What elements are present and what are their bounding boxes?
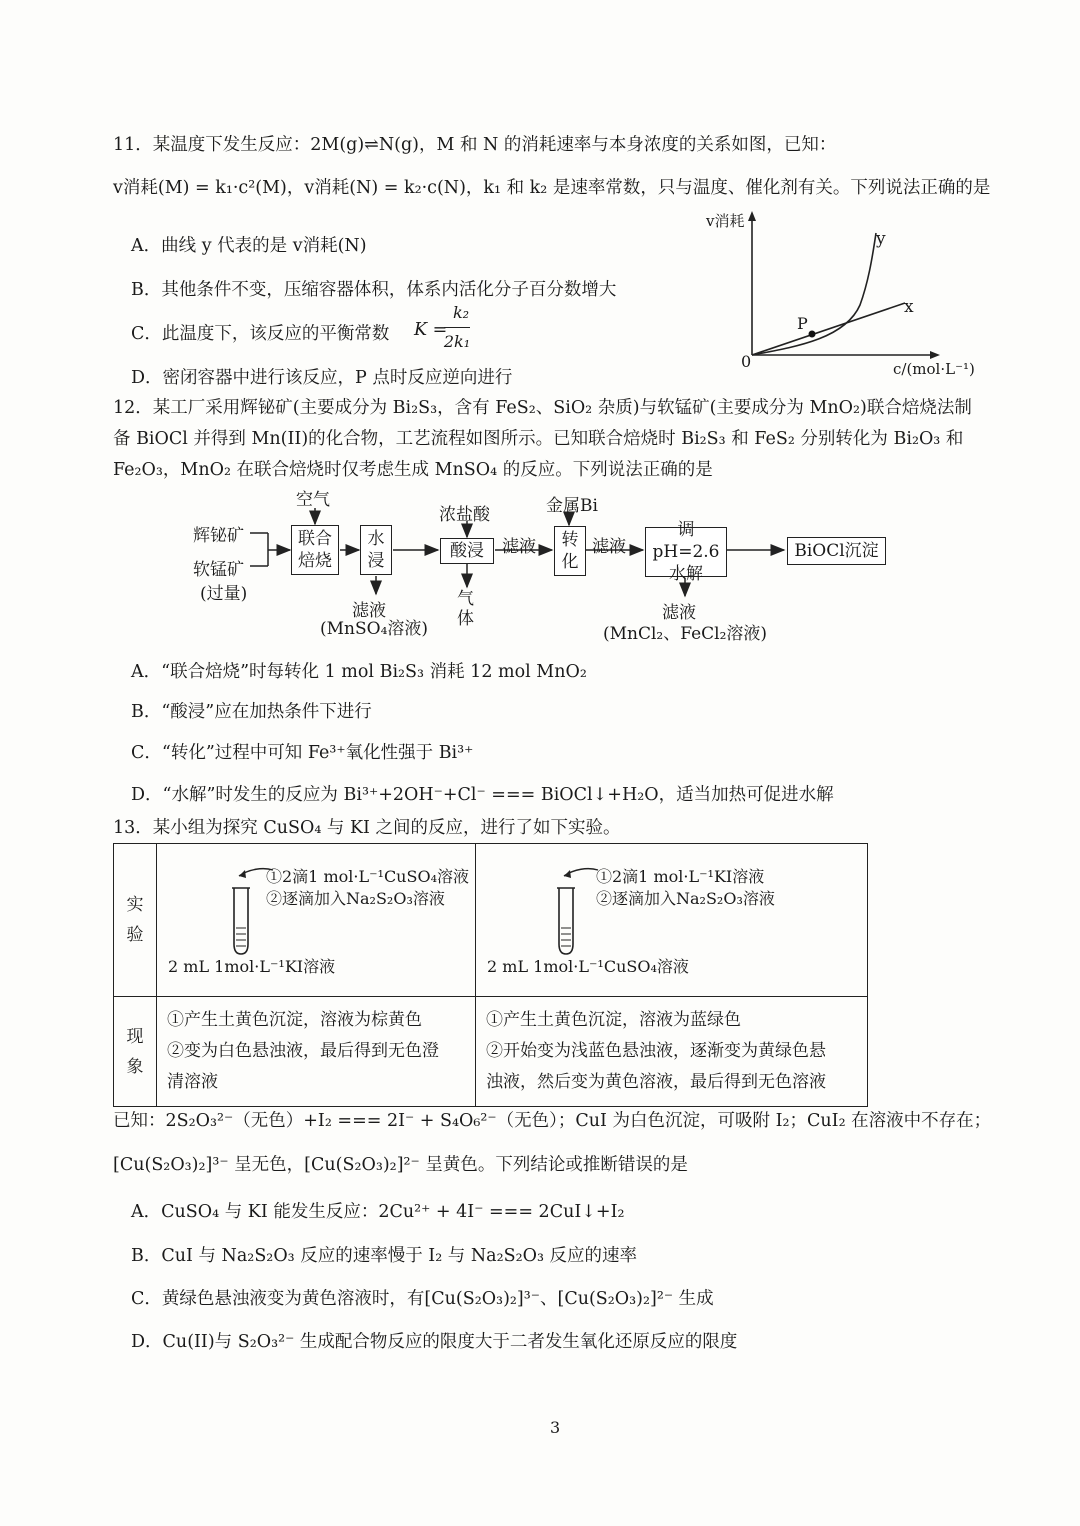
q11-option-a: A．曲线 y 代表的是 v消耗(N) [131, 236, 367, 256]
flow-metal-bi-label: 金属Bi [546, 496, 598, 516]
flow-gas-label [457, 589, 474, 629]
table-header-experiment-l2: 验 [126, 925, 144, 945]
q12-flow-arrows [0, 0, 1080, 660]
flow-box-conversion-l2: 化 [561, 552, 579, 572]
exp1-base-solution: 2 mL 1mol·L⁻¹KI溶液 [168, 957, 336, 976]
q12-option-a: A．“联合焙烧”时每转化 1 mol Bi₂S₃ 消耗 12 mol MnO₂ [131, 662, 587, 682]
table-header-experiment-l1: 实 [126, 895, 144, 915]
obs2-line2: ②开始变为浅蓝色悬浊液，逐渐变为黄绿色悬 [486, 1041, 826, 1061]
flow-box-conversion-l1: 转 [561, 530, 579, 550]
q12-stem-line3: Fe₂O₃，MnO₂ 在联合焙烧时仅考虑生成 MnSO₄ 的反应。下列说法正确的是 [113, 460, 713, 480]
flow-ore-excess-note: (过量) [200, 584, 248, 604]
exp2-base-solution: 2 mL 1mol·L⁻¹CuSO₄溶液 [487, 957, 689, 976]
flow-filtrate-b: 滤液 [592, 537, 626, 557]
q13-option-b: B．CuI 与 Na₂S₂O₃ 反应的速率慢于 I₂ 与 Na₂S₂O₃ 反应的速率 [131, 1246, 638, 1266]
obs1-line1: ①产生土黄色沉淀，溶液为棕黄色 [167, 1010, 422, 1030]
flow-air-label: 空气 [296, 490, 330, 510]
q11-formula-lhs: K = [414, 320, 448, 340]
flow-box-hydrolysis-l2: 水解 [669, 564, 703, 584]
exp2-step1: ①2滴1 mol·L⁻¹KI溶液 [596, 867, 765, 886]
obs1-line2: ②变为白色悬浊液，最后得到无色澄 [167, 1041, 439, 1061]
flow-box-roasting [291, 525, 339, 575]
flow-box-roasting-l1: 联合 [298, 529, 332, 549]
flow-gas-l1: 气 [457, 589, 474, 609]
q12-option-c: C．“转化”过程中可知 Fe³⁺氧化性强于 Bi³⁺ [131, 743, 474, 763]
graph-curve-x-label: x [904, 297, 914, 317]
table-header-phenomenon [114, 997, 157, 1107]
obs2-line3: 浊液，然后变为黄色溶液，最后得到无色溶液 [486, 1072, 826, 1092]
exp1-step2: ②逐滴加入Na₂S₂O₃溶液 [266, 889, 445, 908]
flow-filtrate1-note: (MnSO₄溶液) [320, 619, 429, 639]
flow-box-water-leach-l2: 浸 [367, 551, 385, 571]
flow-filtrate2-note: (MnCl₂、FeCl₂溶液) [603, 624, 768, 644]
flow-box-roasting-l2: 焙烧 [298, 551, 332, 571]
flow-box-water-leach-l1: 水 [367, 529, 385, 549]
table-header-phenomenon-l2: 象 [126, 1056, 144, 1077]
q13-experiment-table [113, 843, 868, 1107]
flow-box-conversion [554, 526, 586, 576]
q12-option-b: B．“酸浸”应在加热条件下进行 [131, 702, 372, 722]
flow-box-acid-leach-label: 酸浸 [450, 541, 484, 561]
graph-curve-y-label: y [876, 229, 886, 249]
q11-option-c-text: C．此温度下，该反应的平衡常数 [131, 324, 390, 344]
q11-formula-numerator: k₂ [452, 303, 470, 322]
flow-box-product [787, 537, 886, 565]
graph-y-axis-label: v消耗 [706, 212, 745, 230]
flow-filtrate2: 滤液 [662, 603, 696, 623]
q12-stem-line2: 备 BiOCl 并得到 Mn(II)的化合物，工艺流程如图所示。已知联合焙烧时 Bi₂S₃ 和 FeS₂ 分别转化为 Bi₂O₃ 和 [113, 429, 964, 449]
observation-2-cell [476, 997, 868, 1107]
q13-known-line2: [Cu(S₂O₃)₂]³⁻ 呈无色，[Cu(S₂O₃)₂]²⁻ 呈黄色。下列结论或推断错误的是 [113, 1155, 688, 1175]
flow-filtrate-a: 滤液 [502, 537, 536, 557]
q13-option-a: A．CuSO₄ 与 KI 能发生反应：2Cu²⁺ + 4I⁻ === 2CuI↓+I₂ [131, 1202, 625, 1222]
table-header-experiment [114, 844, 157, 997]
experiment-2-cell [476, 844, 868, 997]
q11-stem-line2: v消耗(M) = k₁·c²(M)，v消耗(N) = k₂·c(N)，k₁ 和 k₂ 是速率常数，只与温度、催化剂有关。下列说法正确的是 [113, 178, 991, 198]
q11-formula-denominator: 2k₁ [443, 332, 471, 351]
q11-option-b: B．其他条件不变，压缩容器体积，体系内活化分子百分数增大 [131, 280, 617, 300]
graph-origin-label: 0 [741, 352, 752, 371]
flow-ore-bismuthinite: 辉铋矿 [193, 526, 244, 546]
q11-stem-line1: 11．某温度下发生反应：2M(g)⇌N(g)，M 和 N 的消耗速率与本身浓度的关系如图，已知： [113, 135, 837, 155]
q12-stem-line1: 12．某工厂采用辉铋矿(主要成分为 Bi₂S₃，含有 FeS₂、SiO₂ 杂质)与软锰矿(主要成分为 MnO₂)联合焙烧法制 [113, 398, 972, 418]
flow-ore-pyrolusite: 软锰矿 [193, 560, 244, 580]
q13-option-c: C．黄绿色悬浊液变为黄色溶液时，有[Cu(S₂O₃)₂]³⁻、[Cu(S₂O₃)₂]²⁻ 生成 [131, 1289, 714, 1309]
q13-stem: 13．某小组为探究 CuSO₄ 与 KI 之间的反应，进行了如下实验。 [113, 818, 621, 838]
exp1-step1: ①2滴1 mol·L⁻¹CuSO₄溶液 [266, 867, 469, 886]
q12-option-d: D．“水解”时发生的反应为 Bi³⁺+2OH⁻+Cl⁻ === BiOCl↓+H₂O，适当加热可促进水解 [131, 785, 834, 805]
flow-box-water-leach [360, 525, 392, 575]
flow-gas-l2: 体 [457, 609, 474, 629]
test-tube-2-icon [552, 862, 602, 957]
q11-option-d: D．密闭容器中进行该反应，P 点时反应逆向进行 [131, 368, 513, 388]
exp2-step2: ②逐滴加入Na₂S₂O₃溶液 [596, 889, 775, 908]
flow-filtrate1: 滤液 [352, 601, 386, 621]
q13-known-line1: 已知：2S₂O₃²⁻（无色）+I₂ === 2I⁻ + S₄O₆²⁻（无色）；CuI 为白色沉淀，可吸附 I₂；CuI₂ 在溶液中不存在； [113, 1111, 992, 1131]
flow-box-product-label: BiOCl沉淀 [794, 541, 879, 561]
flow-box-hydrolysis [645, 520, 727, 584]
observation-1-cell [157, 997, 476, 1107]
table-header-phenomenon-l1: 现 [126, 1026, 144, 1047]
obs1-line3: 清溶液 [167, 1072, 218, 1092]
page-number: 3 [550, 1418, 561, 1437]
flow-box-acid-leach [440, 538, 494, 564]
flow-acid-label: 浓盐酸 [439, 505, 490, 525]
graph-x-axis-label: c/(mol·L⁻¹) [893, 360, 975, 378]
q13-option-d: D．Cu(II)与 S₂O₃²⁻ 生成配合物反应的限度大于二者发生氧化还原反应的限度 [131, 1332, 738, 1352]
flow-box-hydrolysis-l1: 调pH=2.6 [652, 520, 720, 562]
obs2-line1: ①产生土黄色沉淀，溶液为蓝绿色 [486, 1010, 741, 1030]
graph-point-p-label: P [797, 314, 808, 333]
experiment-1-cell [157, 844, 476, 997]
